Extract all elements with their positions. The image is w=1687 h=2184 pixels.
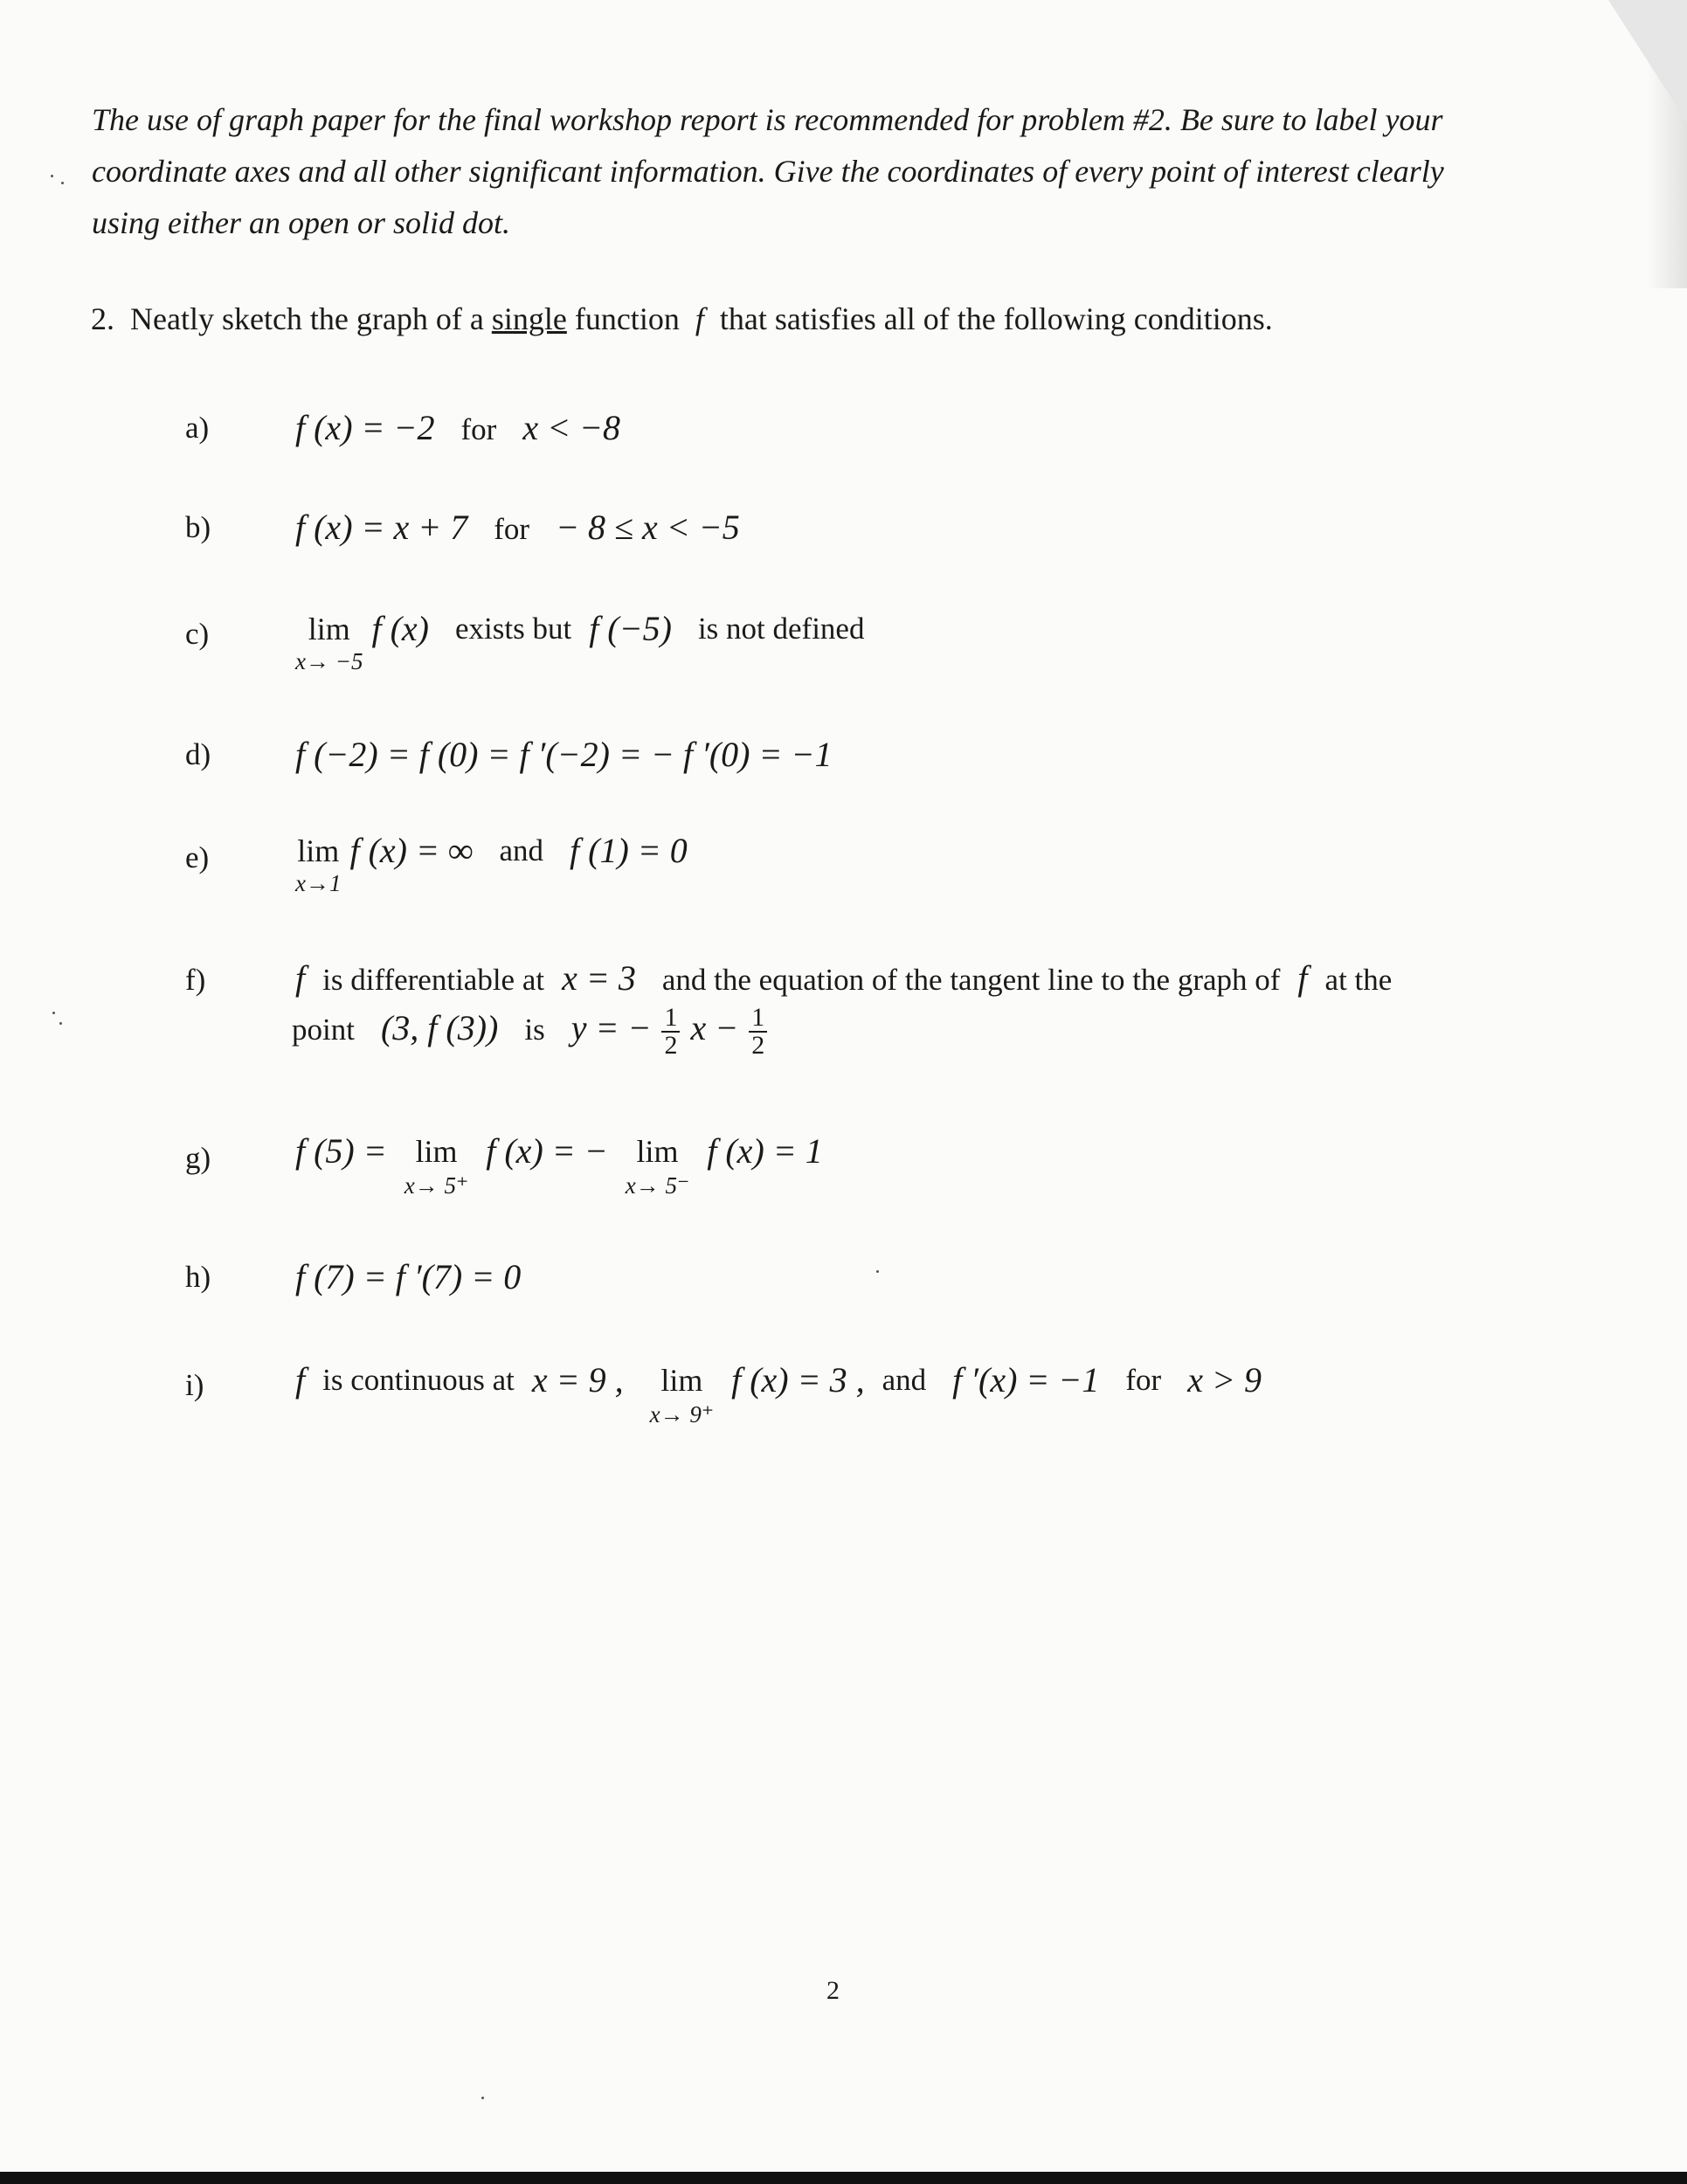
condition-e-label: e)	[185, 840, 210, 874]
condition-f-fraction-1	[661, 1005, 680, 1059]
instructions-line-3: using either an open or solid dot.	[92, 205, 510, 240]
condition-g-sub-2: x→ 5⁻	[625, 1172, 690, 1199]
condition-f-text-1: is differentiable at	[322, 963, 545, 997]
condition-f-line-1	[295, 957, 1392, 999]
page-number: 2	[826, 1976, 840, 2005]
scan-speck	[51, 175, 53, 177]
condition-c	[295, 610, 864, 674]
condition-i-fn: f (x) = 3 ,	[731, 1360, 865, 1400]
problem-underlined-word: single	[491, 301, 567, 336]
condition-h-label: h)	[185, 1260, 211, 1294]
condition-a	[295, 407, 620, 448]
condition-c-fx: f (−5)	[589, 609, 672, 648]
scan-speck	[61, 182, 64, 184]
condition-i-lim: lim	[660, 1363, 703, 1398]
condition-b-rhs: − 8 ≤ x < −5	[556, 508, 740, 547]
problem-function-symbol: f	[695, 301, 704, 336]
condition-i-limit	[650, 1359, 715, 1427]
condition-c-lim: lim	[308, 612, 350, 646]
scan-speck	[876, 1270, 879, 1273]
condition-c-label: c)	[185, 617, 210, 651]
condition-i-and: and	[882, 1363, 927, 1397]
scan-speck	[481, 2097, 484, 2099]
problem-number: 2.	[91, 301, 114, 336]
instructions-line-1: The use of graph paper for the final workshop report is recommended for problem #2. Be sure to label your	[92, 102, 1443, 137]
condition-b	[295, 507, 740, 548]
condition-i-label: i)	[185, 1368, 204, 1402]
problem-text-after: function	[574, 301, 680, 336]
condition-f-point-word: point	[292, 1013, 355, 1047]
condition-i-for: for	[1125, 1363, 1162, 1397]
condition-f-num-1: 1	[661, 1005, 680, 1033]
condition-f-text-2: and the equation of the tangent line to the graph of	[661, 963, 1281, 997]
condition-g-fn-1: f (x) = −	[486, 1131, 608, 1171]
condition-i	[295, 1359, 1262, 1427]
condition-d-label: d)	[185, 737, 211, 771]
condition-g-lim-2: lim	[636, 1134, 679, 1169]
scan-bottom-edge	[0, 2172, 1687, 2184]
condition-g-limit-left	[626, 1130, 690, 1199]
condition-g-lhs: f (5) =	[295, 1131, 387, 1171]
condition-i-cond: x > 9	[1187, 1360, 1262, 1400]
problem-statement	[91, 301, 1273, 337]
condition-f-y: y = −	[570, 1008, 652, 1048]
condition-e-lim-fn: f (x) = ∞	[349, 831, 474, 870]
condition-e-rhs: f (1) = 0	[570, 831, 688, 870]
condition-h: f (7) = f ′(7) = 0	[295, 1257, 522, 1296]
condition-e	[295, 832, 688, 896]
condition-b-lhs: f (x) = x + 7	[295, 508, 468, 547]
condition-e-limit	[295, 832, 341, 896]
problem-text-end: that satisfies all of the following conditions.	[719, 301, 1273, 336]
condition-f-den-1: 2	[664, 1031, 678, 1060]
condition-f-xminus: x −	[690, 1008, 739, 1048]
condition-a-rhs: x < −8	[522, 408, 621, 447]
condition-i-text-1: is continuous at	[322, 1363, 515, 1397]
condition-e-lim-sub: x→1	[295, 870, 342, 896]
scan-speck	[59, 1022, 62, 1025]
condition-c-lim-fn: f (x)	[371, 609, 429, 648]
condition-c-exists: exists but	[454, 612, 572, 646]
condition-f-symbol-1: f	[295, 958, 306, 998]
instructions-line-2: coordinate axes and all other significant information. Give the coordinates of every point of interest clearly	[92, 154, 1444, 189]
condition-a-label: a)	[185, 411, 210, 445]
condition-f-line-2	[292, 1005, 769, 1059]
condition-i-x9: x = 9 ,	[531, 1360, 624, 1400]
condition-f-den-2: 2	[751, 1031, 765, 1060]
condition-f-num-2: 1	[749, 1005, 767, 1033]
condition-f-fraction-2	[749, 1005, 767, 1059]
condition-e-and: and	[499, 833, 544, 867]
page-corner-fold	[1608, 0, 1687, 122]
condition-i-f: f	[295, 1360, 306, 1400]
condition-d: f (−2) = f (0) = f ′(−2) = − f ′(0) = −1	[295, 735, 833, 774]
condition-g-sub-1: x→ 5⁺	[404, 1172, 469, 1199]
condition-a-lhs: f (x) = −2	[295, 408, 435, 447]
condition-g-lim-1: lim	[415, 1134, 458, 1169]
condition-f-point: (3, f (3))	[380, 1008, 499, 1048]
condition-f-label: f)	[185, 963, 206, 997]
condition-g	[295, 1130, 823, 1199]
condition-a-for: for	[460, 412, 497, 446]
condition-g-fn-2: f (x) = 1	[707, 1131, 823, 1171]
condition-i-fp: f ′(x) = −1	[952, 1360, 1100, 1400]
condition-g-limit-right	[404, 1130, 469, 1199]
condition-c-not-defined: is not defined	[697, 612, 865, 646]
condition-g-label: g)	[185, 1141, 211, 1175]
condition-i-lim-sub: x→ 9⁺	[649, 1401, 715, 1427]
condition-c-limit	[295, 610, 363, 674]
scan-speck	[52, 1012, 55, 1014]
condition-b-for: for	[494, 512, 530, 546]
condition-f-text-3: at the	[1324, 963, 1393, 997]
condition-e-lim: lim	[297, 833, 340, 868]
condition-f-symbol-2: f	[1297, 958, 1308, 998]
condition-f-x3: x = 3	[562, 958, 636, 998]
condition-b-label: b)	[185, 510, 211, 544]
problem-text-before: Neatly sketch the graph of a	[130, 301, 484, 336]
condition-f-is: is	[524, 1013, 545, 1047]
instructions-paragraph	[92, 94, 1542, 249]
condition-c-lim-sub: x→ −5	[295, 648, 363, 674]
